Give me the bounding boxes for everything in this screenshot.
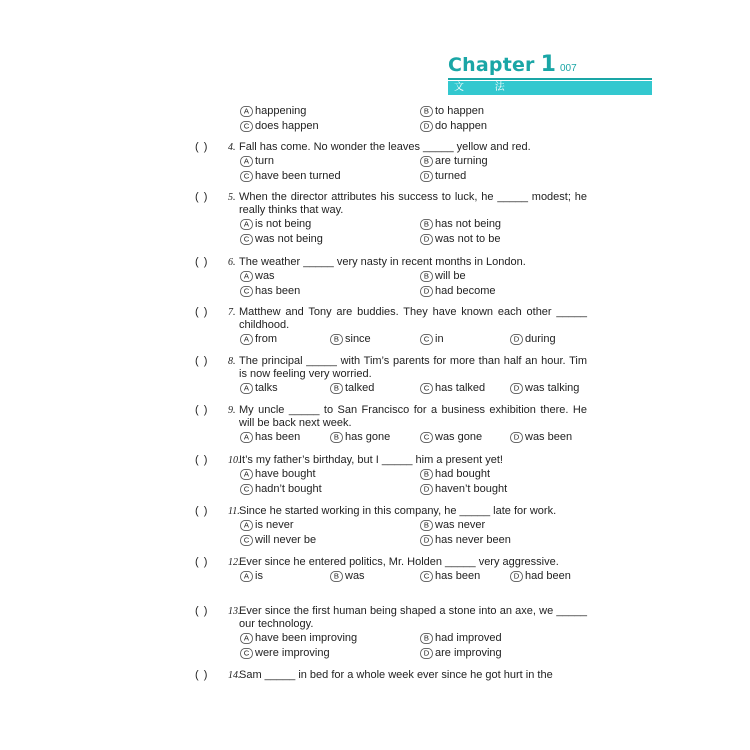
option-list: [239, 381, 587, 396]
option-text: was not being: [255, 233, 323, 245]
option-c: [239, 646, 419, 661]
option-letter: D: [420, 535, 433, 546]
option-a: [239, 569, 329, 584]
question-item: [195, 191, 587, 247]
option-list: [239, 430, 587, 445]
option-letter: D: [420, 286, 433, 297]
question-number: 13.: [228, 606, 241, 617]
question-number: 6.: [228, 257, 236, 268]
option-text: are turning: [435, 155, 488, 167]
option-text: happening: [255, 105, 307, 117]
page-number: 007: [559, 63, 577, 74]
option-letter: B: [330, 383, 343, 394]
answer-parentheses: ( ): [195, 355, 209, 367]
option-letter: D: [510, 383, 523, 394]
question-number: 4.: [228, 142, 236, 153]
option-letter: C: [240, 234, 253, 245]
option-letter: A: [240, 334, 253, 345]
option-d: [509, 381, 599, 396]
option-b: [419, 631, 599, 646]
option-text: was gone: [435, 431, 483, 443]
option-d: [419, 284, 599, 299]
option-text: during: [525, 333, 556, 345]
chapter-word: Chapter: [448, 54, 535, 76]
option-b: [419, 104, 599, 119]
option-b: [329, 381, 419, 396]
question-item: [195, 505, 587, 548]
option-text: has been: [255, 285, 301, 297]
option-c: [419, 430, 509, 445]
question-number: 11.: [228, 506, 240, 517]
option-a: [239, 332, 329, 347]
option-text: to happen: [435, 105, 484, 117]
question-stem: Sam _____ in bed for a whole week ever since he got hurt in the: [239, 669, 553, 681]
option-text: has talked: [435, 382, 486, 394]
option-letter: A: [240, 432, 253, 443]
question-number: 8.: [228, 356, 236, 367]
question-item: [195, 404, 587, 445]
option-letter: B: [420, 106, 433, 117]
option-letter: A: [240, 106, 253, 117]
option-text: talked: [345, 382, 375, 394]
option-text: were improving: [255, 647, 330, 659]
question-item: [195, 669, 587, 682]
option-letter: B: [330, 334, 343, 345]
option-text: do happen: [435, 120, 487, 132]
question-item: [195, 556, 587, 584]
option-letter: B: [420, 469, 433, 480]
option-list: [239, 104, 587, 134]
option-list: [239, 217, 587, 247]
option-letter: C: [240, 121, 253, 132]
option-letter: D: [420, 648, 433, 659]
option-letter: A: [240, 571, 253, 582]
option-letter: B: [420, 219, 433, 230]
question-stem: My uncle _____ to San Francisco for a business exhibition there. He will be back next week.: [239, 404, 587, 429]
option-text: was never: [435, 519, 486, 531]
option-text: is never: [255, 519, 294, 531]
option-text: have bought: [255, 468, 316, 480]
question-stem: It’s my father’s birthday, but I _____ him a present yet!: [239, 454, 503, 466]
option-c: [239, 533, 419, 548]
question-item: [195, 306, 587, 347]
option-letter: D: [420, 171, 433, 182]
chapter-title: [448, 52, 652, 77]
option-c: [239, 119, 419, 134]
question-stem: Since he started working in this company, he _____ late for work.: [239, 505, 557, 517]
option-letter: B: [330, 432, 343, 443]
option-b: [329, 430, 419, 445]
option-d: [419, 119, 599, 134]
question-stem: Ever since the first human being shaped a stone into an axe, we _____ our technology.: [239, 605, 587, 630]
option-letter: D: [510, 571, 523, 582]
option-b: [419, 518, 599, 533]
option-c: [239, 284, 419, 299]
header-rule: [448, 78, 652, 80]
option-letter: C: [240, 484, 253, 495]
section-band-label: 文 法: [454, 82, 519, 93]
option-list: [239, 332, 587, 347]
question-item: [195, 256, 587, 299]
option-text: was: [255, 270, 275, 282]
option-text: has gone: [345, 431, 391, 443]
option-letter: A: [240, 156, 253, 167]
question-stem: Ever since he entered politics, Mr. Holden _____ very aggressive.: [239, 556, 559, 568]
option-d: [419, 533, 599, 548]
answer-parentheses: ( ): [195, 191, 209, 203]
question-stem: The weather _____ very nasty in recent months in London.: [239, 256, 526, 268]
question-number: 5.: [228, 192, 236, 203]
option-b: [329, 332, 419, 347]
question-item: [195, 454, 587, 497]
option-text: has been: [435, 570, 481, 582]
option-letter: A: [240, 271, 253, 282]
option-a: [239, 631, 419, 646]
option-list: [239, 631, 587, 661]
option-text: has never been: [435, 534, 511, 546]
option-a: [239, 269, 419, 284]
question-number: 9.: [228, 405, 236, 416]
option-letter: C: [240, 535, 253, 546]
option-letter: D: [420, 234, 433, 245]
option-letter: C: [240, 171, 253, 182]
option-b: [419, 467, 599, 482]
option-text: does happen: [255, 120, 319, 132]
option-a: [239, 154, 419, 169]
question-stem: When the director attributes his success to luck, he _____ modest; he really thinks that way.: [239, 191, 587, 216]
option-text: since: [345, 333, 371, 345]
answer-parentheses: ( ): [195, 669, 209, 681]
question-item: [195, 605, 587, 661]
option-text: in: [435, 333, 444, 345]
answer-parentheses: ( ): [195, 404, 209, 416]
option-text: was: [345, 570, 365, 582]
option-text: will never be: [255, 534, 317, 546]
option-text: will be: [435, 270, 466, 282]
option-c: [419, 569, 509, 584]
option-text: turn: [255, 155, 274, 167]
chapter-header: [448, 52, 652, 95]
option-d: [419, 169, 599, 184]
question-item: [195, 104, 587, 134]
option-letter: A: [240, 383, 253, 394]
answer-parentheses: ( ): [195, 256, 209, 268]
question-number: 7.: [228, 307, 236, 318]
option-text: haven’t bought: [435, 483, 508, 495]
option-letter: D: [420, 121, 433, 132]
option-letter: D: [510, 432, 523, 443]
question-item: [195, 355, 587, 396]
chapter-number: 1: [540, 52, 556, 77]
option-letter: A: [240, 219, 253, 230]
answer-parentheses: ( ): [195, 306, 209, 318]
option-text: from: [255, 333, 277, 345]
option-list: [239, 518, 587, 548]
option-letter: C: [420, 432, 433, 443]
question-stem: The principal _____ with Tim’s parents for more than half an hour. Tim is now feeling very worried.: [239, 355, 587, 380]
answer-parentheses: ( ): [195, 454, 209, 466]
option-b: [329, 569, 419, 584]
option-list: [239, 467, 587, 497]
answer-parentheses: ( ): [195, 141, 209, 153]
question-stem: Matthew and Tony are buddies. They have known each other _____ childhood.: [239, 306, 587, 331]
option-d: [509, 430, 599, 445]
option-text: hadn’t bought: [255, 483, 322, 495]
option-text: has been: [255, 431, 301, 443]
question-number: 14.: [228, 670, 241, 681]
option-text: had bought: [435, 468, 491, 480]
option-letter: A: [240, 520, 253, 531]
option-text: had become: [435, 285, 496, 297]
question-item: [195, 141, 587, 184]
option-text: talks: [255, 382, 278, 394]
option-list: [239, 569, 587, 584]
option-text: was been: [525, 431, 573, 443]
option-letter: B: [330, 571, 343, 582]
option-letter: A: [240, 633, 253, 644]
option-c: [239, 169, 419, 184]
option-letter: B: [420, 156, 433, 167]
option-text: was talking: [525, 382, 580, 394]
option-a: [239, 518, 419, 533]
option-a: [239, 430, 329, 445]
option-text: are improving: [435, 647, 502, 659]
option-b: [419, 217, 599, 232]
option-a: [239, 104, 419, 119]
option-letter: D: [510, 334, 523, 345]
section-band: [448, 81, 652, 95]
option-b: [419, 154, 599, 169]
option-text: was not to be: [435, 233, 501, 245]
option-a: [239, 217, 419, 232]
option-d: [509, 569, 599, 584]
option-c: [419, 381, 509, 396]
option-letter: C: [420, 383, 433, 394]
option-letter: C: [420, 334, 433, 345]
option-letter: B: [420, 633, 433, 644]
option-text: is: [255, 570, 263, 582]
option-letter: C: [240, 648, 253, 659]
option-list: [239, 154, 587, 184]
option-d: [419, 646, 599, 661]
option-a: [239, 467, 419, 482]
option-c: [419, 332, 509, 347]
option-text: turned: [435, 170, 467, 182]
option-letter: B: [420, 520, 433, 531]
question-number: 10.: [228, 455, 241, 466]
option-letter: C: [240, 286, 253, 297]
option-letter: D: [420, 484, 433, 495]
option-list: [239, 269, 587, 299]
option-text: have been improving: [255, 632, 358, 644]
option-c: [239, 232, 419, 247]
answer-parentheses: ( ): [195, 505, 209, 517]
answer-parentheses: ( ): [195, 556, 209, 568]
option-text: have been turned: [255, 170, 341, 182]
option-d: [419, 232, 599, 247]
answer-parentheses: ( ): [195, 605, 209, 617]
option-letter: B: [420, 271, 433, 282]
option-d: [419, 482, 599, 497]
option-text: had improved: [435, 632, 502, 644]
option-text: is not being: [255, 218, 312, 230]
question-number: 12.: [228, 557, 241, 568]
option-letter: C: [420, 571, 433, 582]
option-text: had been: [525, 570, 571, 582]
option-a: [239, 381, 329, 396]
question-stem: Fall has come. No wonder the leaves _____ yellow and red.: [239, 141, 531, 153]
option-d: [509, 332, 599, 347]
option-letter: A: [240, 469, 253, 480]
option-text: has not being: [435, 218, 502, 230]
option-b: [419, 269, 599, 284]
option-c: [239, 482, 419, 497]
